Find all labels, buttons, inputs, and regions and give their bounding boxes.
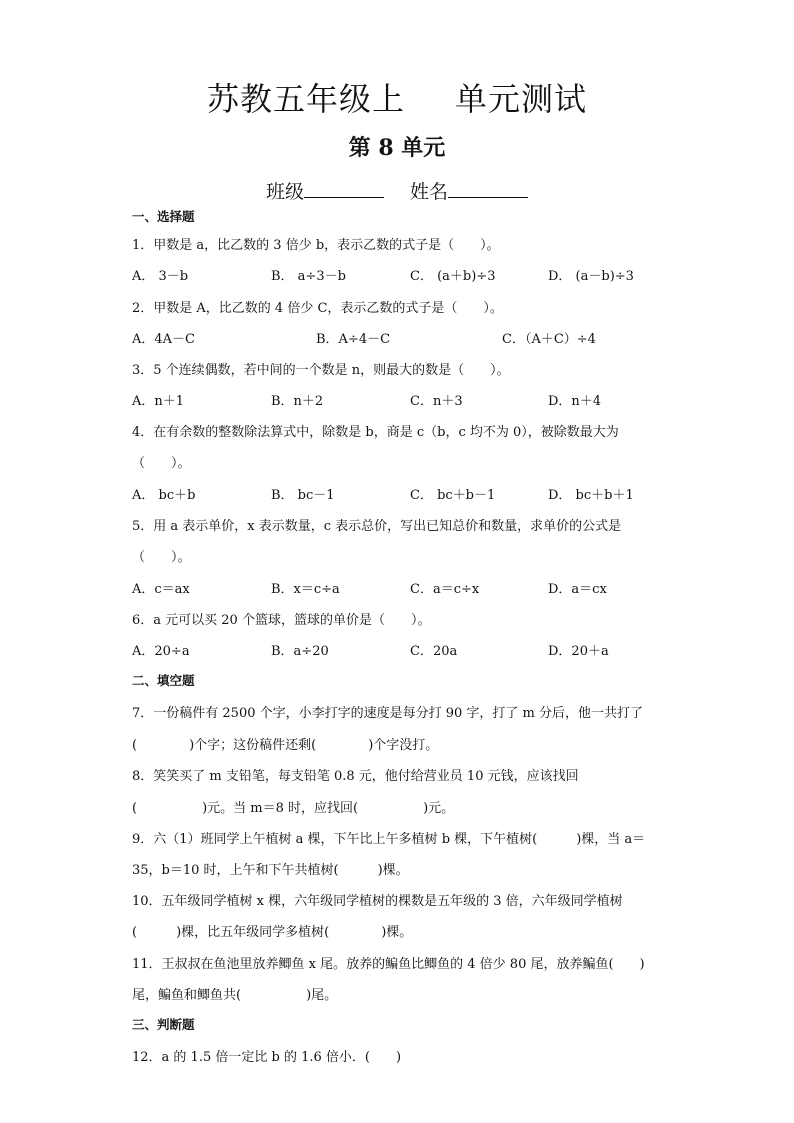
q8-line2[interactable]: ( )元。当 m＝8 时，应找回( )元。 [132,801,455,816]
q4-option-a[interactable]: A． bc＋b [132,488,196,503]
q1-option-b[interactable]: B． a÷3－b [271,269,346,284]
title-test: 单元测试 [455,80,588,118]
q3-option-c[interactable]: C．n＋3 [410,394,463,409]
q3-stem: 3．5 个连续偶数，若中间的一个数是 n，则最大的数是（ ）。 [132,363,510,378]
q2-option-c[interactable]: C．（A＋C）÷4 [502,332,596,347]
q6-stem: 6．a 元可以买 20 个篮球，篮球的单价是（ ）。 [132,613,431,628]
class-blank[interactable] [304,197,384,198]
q11-line1[interactable]: 11．王叔叔在鱼池里放养鲫鱼 x 尾。放养的鳊鱼比鲫鱼的 4 倍少 80 尾，放养鳊鱼( ) [132,957,645,972]
q7-line1: 7．一份稿件有 2500 个字，小李打字的速度是每分打 90 字，打了 m 分后，他一共打了 [132,706,644,721]
q1-option-c[interactable]: C． (a＋b)÷3 [410,269,496,284]
q5-option-c[interactable]: C．a＝c÷x [410,582,480,597]
section-judge: 三、判断题 [132,1017,195,1032]
q6-option-b[interactable]: B．a÷20 [271,644,329,659]
name-label: 姓名 [410,181,449,203]
q5-option-a[interactable]: A．c＝ax [132,582,190,597]
q10-line2[interactable]: ( )棵，比五年级同学多植树( )棵。 [132,925,413,940]
q4-stem: 4．在有余数的整数除法算式中，除数是 b，商是 c（b，c 均不为 0），被除数最大为 [132,425,619,440]
q3-option-d[interactable]: D．n＋4 [548,394,602,409]
name-blank[interactable] [448,197,528,198]
q4-option-b[interactable]: B． bc－1 [271,488,335,503]
q5-stem-cont: （ ）。 [132,550,191,565]
q1-stem: 1．甲数是 a，比乙数的 3 倍少 b，表示乙数的式子是（ ）。 [132,238,500,253]
q6-option-d[interactable]: D．20＋a [548,644,609,659]
q10-line1: 10．五年级同学植树 x 棵，六年级同学植树的棵数是五年级的 3 倍，六年级同学植树 [132,894,623,909]
q4-stem-cont: （ ）。 [132,456,191,471]
q4-option-d[interactable]: D． bc＋b＋1 [548,488,634,503]
q1-option-d[interactable]: D． (a－b)÷3 [548,269,634,284]
q3-option-b[interactable]: B．n＋2 [271,394,324,409]
page-title [0,74,794,120]
section-fill: 二、填空题 [132,673,195,688]
title-grade: 苏教五年级上 [206,80,405,118]
q6-option-c[interactable]: C．20a [410,644,458,659]
q2-stem: 2．甲数是 A，比乙数的 4 倍少 C，表示乙数的式子是（ ）。 [132,301,503,316]
q3-option-a[interactable]: A．n＋1 [132,394,185,409]
student-info [0,177,794,204]
section-choice: 一、选择题 [132,209,195,224]
q5-option-b[interactable]: B．x＝c÷a [271,582,340,597]
q6-option-a[interactable]: A．20÷a [132,644,190,659]
class-label: 班级 [265,181,304,203]
q9-line1[interactable]: 9．六（1）班同学上午植树 a 棵，下午比上午多植树 b 棵，下午植树( )棵，当 a＝ [132,832,646,847]
q1-option-a[interactable]: A． 3－b [132,269,189,284]
q5-stem: 5．用 a 表示单价，x 表示数量，c 表示总价，写出已知总价和数量，求单价的公式是 [132,519,622,534]
q8-line1: 8．笑笑买了 m 支铅笔，每支铅笔 0.8 元，他付给营业员 10 元钱，应该找回 [132,769,579,784]
q2-option-b[interactable]: B．A÷4－C [316,332,391,347]
q11-line2[interactable]: 尾，鳊鱼和鲫鱼共( )尾。 [132,988,338,1003]
q2-option-a[interactable]: A．4A－C [132,332,195,347]
unit-heading: 第 8 单元 [348,135,446,161]
q12-stem[interactable]: 12．a 的 1.5 倍一定比 b 的 1.6 倍小．( ) [132,1050,402,1065]
q7-line2[interactable]: ( )个字；这份稿件还剩( )个字没打。 [132,738,439,753]
q5-option-d[interactable]: D．a＝cx [548,582,607,597]
q4-option-c[interactable]: C． bc＋b－1 [410,488,496,503]
q9-line2[interactable]: 35，b＝10 时，上午和下午共植树( )棵。 [132,863,409,878]
